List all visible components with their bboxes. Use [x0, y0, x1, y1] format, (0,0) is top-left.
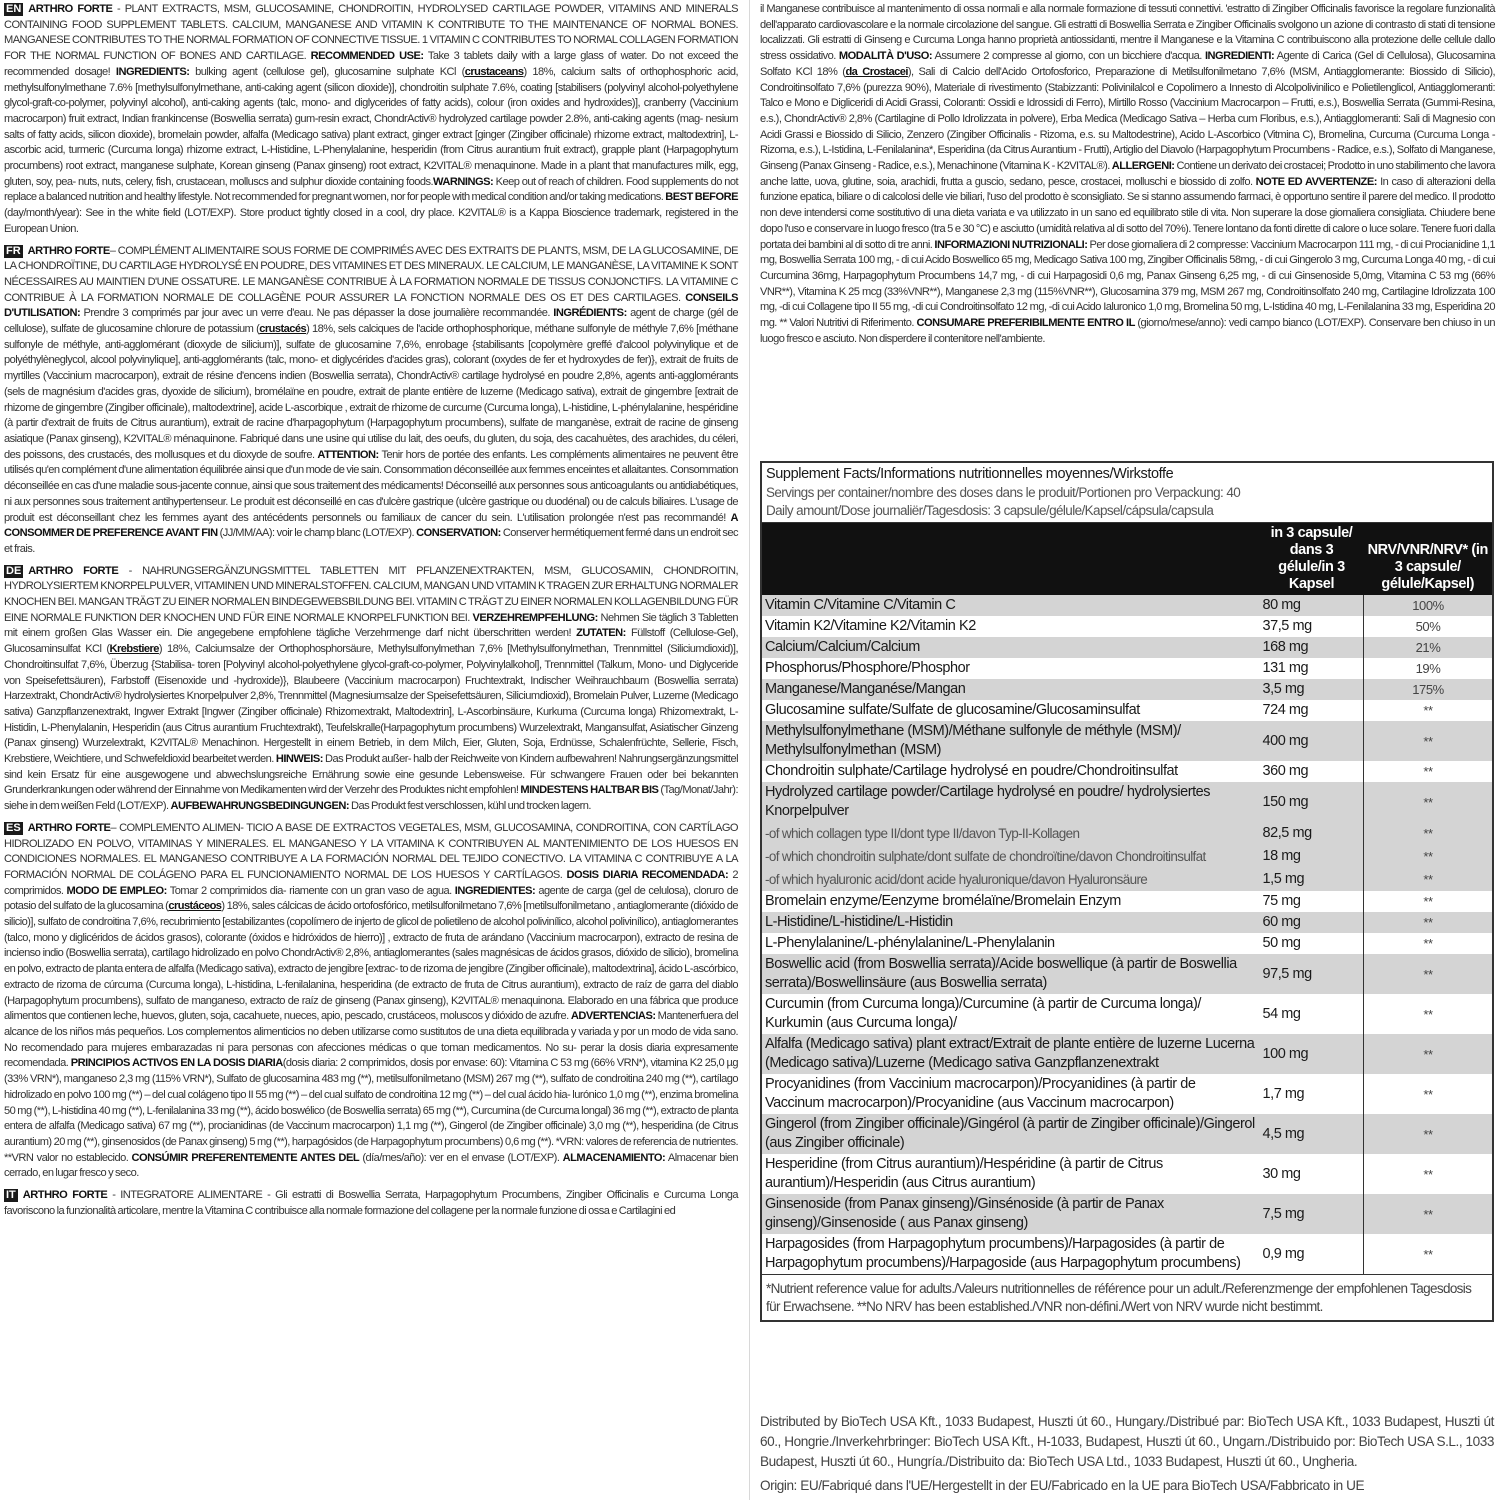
nrv-cell: ** — [1364, 954, 1493, 994]
ingredient-name-cell: Curcumin (from Curcuma longa)/Curcumine (à partir de Curcuma longa)/ Kurkumin (aus Curcuma longa)/ — [765, 996, 1201, 1031]
best-before-text: (day/month/year): See in the white field (LOT/EXP). Store product tightly closed in a cool, dry place. K2VITAL® is a Kappa Bioscience trademark, registered in the European Union. — [4, 207, 738, 235]
supplement-facts-table — [762, 523, 1492, 1274]
ingredients-label: INGREDIENTES: — [454, 884, 536, 897]
product-description: – COMPLEMENTO ALIMEN- TICIO A BASE DE EXTRACTOS VEGETALES, MSM, GLUCOSAMINA, CONDROITINA, CON CARTÍLAGO HIDROLIZADO EN POLVO, VITAMINAS Y MINERALES. EL MANGANESO Y LA VITAMINA K CONTRIBUYEN AL MANTENIMIENTO DE LOS HUESOS EN CONDICIONES NORMALES. EL MANGANESO CONTRIBUYE A LA FORMACIÓN NORMAL DEL TEJIDO CONECTIVO. LA VITAMINA C CONTRIBUYE A LA FORMACIÓN NORMAL DE COLÁGENO PARA EL FUNCIONAMIENTO NORMAL DE LOS HUESOS Y CARTÍLAGOS. — [4, 821, 738, 881]
ingredient-name-cell: Procyanidines (from Vaccinium macrocarpon)/Procyanidines (à partir de Vaccinum macrocarpon)/Procyanidine (aus Vaccinum macrocarpon) — [765, 1076, 1196, 1111]
allergen-highlight: crustacés — [259, 323, 307, 336]
ingredient-name-cell: Bromelain enzyme/Eenzyme bromélaïne/Bromelain Enzym — [765, 893, 1121, 909]
table-row — [762, 1194, 1492, 1234]
table-row — [762, 845, 1492, 868]
table-row — [762, 700, 1492, 721]
use-label: MODALITÀ D'USO: — [838, 50, 933, 63]
table-row — [762, 994, 1492, 1034]
amount-cell: 0,9 mg — [1262, 1245, 1305, 1262]
nrv-cell: ** — [1364, 912, 1493, 933]
supplement-facts-header — [762, 463, 1492, 523]
table-row — [762, 822, 1492, 845]
ingredients-text: Füllstoff (Cellulose-Gel), Glucosaminsulfat KCl ( — [4, 627, 738, 656]
amount-cell: 60 mg — [1260, 912, 1364, 933]
best-before-label: A CONSOMMER DE PREFERENCE AVANT FIN — [4, 511, 738, 540]
nrv-cell: ** — [1364, 868, 1493, 891]
amount-cell: 150 mg — [1260, 782, 1364, 822]
product-name: ARTHRO FORTE — [28, 3, 113, 15]
servings-per-container: Servings per container/nombre des doses dans le produit/Portionen pro Verpackung: 40 — [766, 485, 1241, 500]
product-description: - INTEGRATORE ALIMENTARE - Gli estratti di Boswellia Serrata, Harpagophytum Procumbens, Zingiber Officinalis e Curcuma Longa favoriscono la funzionalità articolare, mentre la Vitamina C contribuisce alla normale formazione del collagene per la normale funzione di ossa e Cartilagini ed — [4, 1189, 738, 1217]
actives-label: PRINCIPIOS ACTIVOS EN LA DOSIS DIARIA — [70, 1057, 283, 1070]
dose-label: DOSIS DIARIA RECOMENDADA: — [566, 868, 729, 881]
ingredient-name-cell: Glucosamine sulfate/Sulfate de glucosamine/Glucosaminsulfat — [765, 702, 1140, 718]
nrv-cell: ** — [1364, 891, 1493, 912]
use-text: Tomar 2 comprimidos dia- riamente con un gran vaso de agua. — [166, 884, 455, 897]
amount-cell: 30 mg — [1262, 1165, 1301, 1182]
table-row — [762, 658, 1492, 679]
nrv-cell: ** — [1364, 1074, 1493, 1114]
table-row — [762, 1034, 1492, 1074]
allergens-text: Contiene un derivato dei crostacei; Prodotto in uno stabilimento che lavora anche latte, uova, glutine, soia, arachidi, frutta a guscio, sedano, pesce, crostacei, molluschi e biossido di zolfo. — [760, 160, 1495, 188]
allergen-highlight: Krebstiere — [109, 643, 159, 656]
warnings-text: Keep out of reach of children. Food supplements do not replace a balanced nutrition and healthy lifestyle. Not recommended for pregnant women, nor for people with medical condition and/or taking medications. — [4, 175, 738, 204]
table-row — [762, 868, 1492, 891]
product-name: ARTHRO FORTE — [27, 244, 110, 257]
amount-cell: 82,5 mg — [1260, 822, 1364, 845]
nrv-cell: ** — [1364, 933, 1493, 954]
ingredient-name-cell: Ginsenoside (from Panax ginseng)/Ginsénoside (à partir de Panax ginseng)/Ginsenoside ( aus Panax ginseng) — [762, 1194, 1260, 1234]
product-description: – COMPLÉMENT ALIMENTAIRE SOUS FORME DE COMPRIMÉS AVEC DES EXTRAITS DE PLANTS, MSM, DE LA GLUCOSAMINE, DE LA CHONDROÏTINE, DU CARTILAGE HYDROLYSÉ EN POUDRE, DES VITAMINES ET DES MINERAUX. LE CALCIUM, LE MANGANÈSE, LA VITAMINE K SONT NÉCESSAIRES AU MAINTIEN D'UNE OSSATURE. LE MANGANÈSE CONTRIBUE À LA FORMATION NORMALE DE TISSUS CONJONCTIFS. LA VITAMINE C CONTRIBUE À LA FORMATION NORMALE DE COLLAGÈNE POUR ASSURER LA FONCTION NORMALE DES OS ET DES CARTILAGES. — [4, 244, 738, 304]
ingredient-name-cell: -of which collagen type II/dont type II/davon Typ-II-Kollagen — [762, 822, 1260, 845]
best-before-label: MINDESTENS HALTBAR BIS — [520, 784, 659, 797]
language-badge-it: IT — [6, 1189, 16, 1202]
nrv-cell: 100% — [1364, 595, 1493, 616]
column-divider — [749, 0, 750, 1500]
use-label: MODO DE EMPLEO: — [66, 884, 167, 897]
best-before-text: (giorno/mese/anno): vedi campo bianco (LOT/EXP). Conservare ben chiuso in un luogo fresco e asciuto. Non disperdere il contenitore nell'ambiente. — [760, 317, 1495, 345]
amount-cell: 1,7 mg — [1262, 1085, 1305, 1102]
ingredient-name-cell: Phosphorus/Phosphore/Phosphor — [765, 660, 970, 676]
table-header-row — [762, 523, 1492, 595]
product-description: il Manganese contribuisce al mantenimento di ossa normali e alla normale formazione di tessuti connettivi. 'estratto di Zingiber Officinalis favorisce la regolare funzionalità dell'apparato cardiovascolare e la normale circolazione del sangue. Gli estratti di Boswellia Serrata e Zingiber Officinalis svolgono un azione di contrasto di stati di tensione localizzati. Gli estratti di Ginseng e Curcuma Longa hanno proprietà antiossidanti, mentre il Manganese e la Vitamina C contribuiscono alla protezione delle cellule dallo stress ossidativo. — [760, 3, 1495, 63]
nrv-footnote: *Nutrient reference value for adults./Valeurs nutritionnelles de référence pour un adult./Referenzmenge der empfohlenen Tagesdosis für Erwachsene. **No NRV has been established./VNR non-défini./Wert von NRV wurde nicht bestimmt. — [762, 1274, 1492, 1320]
ingredients-label: INGREDIENTS: — [115, 65, 190, 78]
amount-cell: 80 mg — [1260, 595, 1364, 616]
storage-label: AUFBEWAHRUNGSBEDINGUNGEN: — [170, 800, 350, 813]
nrv-cell: ** — [1364, 845, 1493, 868]
spanish-section — [4, 821, 738, 1182]
ingredient-name-cell: -of which chondroitin sulphate/dont sulfate de chondroïtine/davon Chondroitinsulfat — [762, 845, 1260, 868]
supplement-facts-title: Supplement Facts/Informations nutritionnelles moyennes/Wirkstoffe — [766, 466, 1174, 482]
label-left-column — [4, 2, 738, 1225]
nutrition-text: Per dose giornaliera di 2 compresse: Vaccinium Macrocarpon 111 mg, - di cui Procianidine 1,1 mg, Boswellia Serrata 100 mg, - di cui Acido Boswellico 65 mg, Medicago Sativa 100 mg, Zingiber Officinalis 58mg, - di cui Gingerolo 3 mg, Curcuma Longa 40 mg, - di cui Curcumina 36mg, Harpagophytum Procumbens 14,7 mg, - di cui Harpagosidi 0,6 mg, Panax Ginseng 6,25 mg, - di cui Ginsenoside 5,0mg, Vitamina C 53 mg (66% VNR**), Vitamina K 25 mcg (33%VNR**), Manganese 2,3 mg (115%VNR**), Glucosamina 379 mg, MSM 267 mg, Condroitinsolfato 240 mg, Cartilagine Idrolizzata 100 mg, -di cui Collagene tipo II 55 mg, -di cui Condroitinsolfato 12 mg, -di cui Acido Ialuronico 1,0 mg, Bromelina 50 mg, L-Istidina 40 mg, L-Fenilalanina 33 mg, Esperidina 20 mg. ** Valori Nutritivi di Riferimento. — [760, 238, 1495, 330]
table-row — [762, 954, 1492, 994]
ingredient-name-cell: Chondroitin sulphate/Cartilage hydrolysé en poudre/Chondroitinsulfat — [765, 763, 1178, 779]
column-header-nrv: NRV/VNR/NRV* (in 3 capsule/ gélule/Kapsel) — [1364, 523, 1493, 595]
warnings-label: ADVERTENCIAS: — [570, 1010, 656, 1023]
product-description: - NAHRUNGSERGÄNZUNGSMITTEL TABLETTEN MIT PFLANZENEXTRAKTEN, MSM, GLUCOSAMIN, CHONDROITIN, HYDROLYSIERTEM KNORPELPULVER, VITAMINEN UND MINERALSTOFFEN. CALCIUM, MANGAN UND VITAMIN K TRAGEN ZUR ERHALTUNG NORMALER KNOCHEN BEI. MANGAN TRÄGT ZU EINER NORMALEN BINDEGEWEBSBILDUNG BEI. VITAMIN C TRÄGT ZU EINER NORMALEN KOLLAGENBILDUNG FÜR EINE NORMALE FUNKTION DER KNOCHEN UND FÜR EINE NORMALE KNORPELFUNKTION BEI. — [4, 564, 738, 624]
nrv-cell: ** — [1364, 700, 1493, 721]
ingredient-name-cell: L-Phenylalanine/L-phénylalanine/L-Phenylalanin — [765, 935, 1055, 951]
product-description: - PLANT EXTRACTS, MSM, GLUCOSAMINE, CHONDROITIN, HYDROLYSED CARTILAGE POWDER, VITAMINS AND MINERALS CONTAINING FOOD SUPPLEMENT TABLETS. CALCIUM, MANGANESE AND VITAMIN K CONTRIBUTE TO THE MAINTENANCE OF NORMAL BONES. MANGANESE CONTRIBUTES TO THE NORMAL FORMATION OF CONNECTIVE TISSUE. 1 VITAMIN C CONTRIBUTES TO NORMAL COLLAGEN FORMATION FOR THE NORMAL FUNCTION OF BONES AND CARTILAGE. — [4, 3, 738, 63]
ingredients-text: ) 18%, calcium salts of orthophosphoric acid, methylsulfonylmethane 7.6% [methylsulfonylmethane, anti-caking agent (silicon dioxide)], chondroitin sulphate 7.6%, coating [stabilisers (polyvinyl alcohol-polyethylene glycol-graft-co-polymer, polyvinyl alcohol), anti-caking agents (talc, mono- and diglycerides of fatty acids), colour (iron oxides and hydroxides)], cranberry (Vaccinium macrocarpon) fruit extract, Indian frankincense (Boswellia serrata) gum-resin exract, ChondrActiv® hydrolyzed cartilage powder 2.8%, anti-caking agents (mag- nesium salts of fatty acids, silicon dioxide), bromelain powder, alfalfa (Medicago sativa) plant extract, ginger extract [ginger (Zingiber officinale) rhizome extract, maltodextrin], L-ascorbic acid, turmeric (Curcuma longa) rhizome extract, L-Histidine, L-Phenylalanine, hesperidin (from Citrus aurantium fruit extract), grapple plant (Harpagophytum procumbens) root extract, manganese sulphate, Korean ginseng (Panax ginseng) root extract, K2VITAL® menaquinone. Made in a plant that manufactures milk, egg, gluten, soy, pea- nuts, nuts, celery, fish, crustacean, molluscs and sulphur dioxide containing foods. — [4, 65, 738, 188]
nrv-cell: ** — [1364, 761, 1493, 782]
warnings-text: Das Produkt außer- halb der Reichweite von Kindern aufbewahren! Nahrungsergänzungsmittel sind kein Ersatz für eine ausgewogene und abwechslungsreiche Ernährung sowie eine gesunde Lebensweise. Für schwangere Frauen oder bei bekannten Grunderkrankungen oder während der Einnahme von Medikamenten wird der Verzehr des Produktes nicht empfohlen! — [4, 753, 738, 797]
storage-label: CONSERVATION: — [416, 527, 501, 540]
nrv-cell: ** — [1364, 1234, 1493, 1274]
table-row — [762, 595, 1492, 616]
table-row — [762, 761, 1492, 782]
amount-cell: 360 mg — [1262, 763, 1309, 779]
use-text: Take 3 tablets daily with a large glass of water. Do not exceed the recommended dosage! — [4, 50, 738, 78]
nrv-cell: ** — [1364, 721, 1493, 761]
table-row — [762, 1074, 1492, 1114]
table-row — [762, 1114, 1492, 1154]
amount-cell: 3,5 mg — [1260, 679, 1364, 700]
amount-cell: 75 mg — [1262, 893, 1301, 909]
french-section — [4, 244, 738, 558]
supplement-facts-rows — [762, 595, 1492, 1274]
table-row — [762, 1154, 1492, 1194]
ingredient-name-cell: Harpagosides (from Harpagophytum procumbens)/Harpagosides (à partir de Harpagophytum procumbens)/Harpagoside (aus Harpagophytum procumbens) — [765, 1236, 1241, 1271]
table-row — [762, 679, 1492, 700]
label-right-column — [760, 2, 1495, 353]
best-before-text: (JJ/MM/AA): voir le champ blanc (LOT/EXP). — [217, 527, 417, 540]
table-row — [762, 912, 1492, 933]
best-before-text: (Tag/Monat/Jahr): siehe in dem weißen Feld (LOT/EXP). — [4, 784, 738, 813]
supplement-facts-panel — [760, 461, 1494, 1322]
ingredients-label: ZUTATEN: — [576, 627, 626, 640]
table-row — [762, 1234, 1492, 1274]
ingredient-name-cell: Calcium/Calcium/Calcium — [762, 637, 1260, 658]
warnings-label: NOTE ED AVVERTENZE: — [1255, 175, 1377, 188]
product-name: ARTHRO FORTE — [27, 821, 111, 834]
ingredients-text: bulking agent (cellulose gel), glucosamine sulphate KCl ( — [189, 65, 465, 78]
ingredient-name-cell: Hydrolyzed cartilage powder/Cartilage hydrolysé en poudre/ hydrolysiertes Knorpelpulver — [762, 782, 1260, 822]
table-row — [762, 637, 1492, 658]
allergen-highlight: crustáceos — [168, 900, 222, 913]
table-row — [762, 721, 1492, 761]
amount-cell: 168 mg — [1260, 637, 1364, 658]
best-before-label: BEST BEFORE — [665, 191, 738, 204]
amount-cell: 18 mg — [1260, 845, 1364, 868]
german-section — [4, 564, 738, 815]
use-label: CONSEILS D'UTILISATION: — [4, 291, 738, 320]
amount-cell: 1,5 mg — [1260, 868, 1364, 891]
column-header-ingredient — [762, 523, 1260, 595]
nrv-cell: ** — [1364, 994, 1493, 1034]
warnings-text: Mantenerfuera del alcance de los niños más pequeños. Los complementos alimenticios no deben utilizarse como sustitutos de una dieta equilibrada y variada y por un modo de vida sano. No recomendado para mujeres embarazadas ni para personas con afecciones médicas o que toman medicamentos. No su- perar la dosis diaria expresamente recomendada. — [4, 1010, 738, 1070]
ingredients-label: INGREDIENTI: — [1204, 50, 1275, 63]
daily-amount: Daily amount/Dose journaliër/Tagesdosis: 3 capsule/gélule/Kapsel/cápsula/capsula — [766, 503, 1214, 518]
nrv-cell: 21% — [1364, 637, 1493, 658]
language-badge-fr: FR — [6, 244, 21, 257]
nrv-cell: ** — [1364, 1034, 1493, 1074]
amount-cell: 50 mg — [1262, 935, 1301, 951]
column-header-amount: in 3 capsule/ dans 3 gélule/in 3 Kapsel — [1260, 523, 1364, 595]
product-name: ARTHRO FORTE — [28, 564, 119, 577]
amount-cell: 7,5 mg — [1260, 1194, 1364, 1234]
nrv-cell: ** — [1364, 1194, 1493, 1234]
dose-text: 2 comprimidos. — [4, 868, 739, 897]
storage-text: Conserver hermétiquement fermé dans un endroit sec et frais. — [4, 527, 738, 555]
use-text: Nehmen Sie täglich 3 Tabletten mit einem großen Glas Wasser ein. Die angegebene empfohlene tägliche Verzehrmenge darf nicht überschritten werden! — [4, 611, 738, 640]
language-badge-de: DE — [6, 564, 22, 577]
warnings-label: WARNINGS: — [433, 175, 494, 188]
amount-cell: 37,5 mg — [1262, 618, 1312, 634]
nrv-cell: 50% — [1364, 616, 1493, 637]
best-before-text: (día/mes/año): ver en el envase (LOT/EXP). — [359, 1151, 563, 1164]
italian-section-start — [4, 1188, 738, 1219]
amount-cell: 97,5 mg — [1260, 954, 1364, 994]
nrv-cell: 19% — [1364, 658, 1493, 679]
nrv-cell: ** — [1364, 1154, 1493, 1194]
use-text: Assumere 2 compresse al giorno, con un bicchiere d'acqua. — [932, 50, 1205, 63]
nutrition-label: INFORMAZIONI NUTRIZIONALI: — [934, 238, 1088, 251]
amount-cell: 724 mg — [1262, 702, 1309, 718]
nrv-cell: ** — [1364, 822, 1493, 845]
nrv-cell: 175% — [1364, 679, 1493, 700]
language-badge-en: EN — [6, 3, 22, 15]
amount-cell: 131 mg — [1262, 660, 1309, 676]
warnings-label: ATTENTION: — [317, 448, 379, 461]
ingredients-text: ) 18%, sels calciques de l'acide orthophosphorique, méthane sulfonyle de méthyle 7,6% [méthane sulfonyle de méthyle, anti-agglomérant (dioxyde de silicium)], sulfate de glucosamine 7,6%, enrobage {stabilisants [copolymère greffé d'alcool polyvinylique et de polyéthylèneglycol, alcool polyvinylique], anti-agglomérants (talc, mono- et diglycérides d'acides gras), colorant (oxydes de fer et hydroxydes de fer)}, extrait de fruits de myrtilles (Vaccinium macrocarpon), extrait de résine d'encens indien (Boswellia serrata), ChondrActiv® cartilage hydrolysé en poudre 2,8%, agents anti-agglomérants (sels de magnésium d'acides gras, dyoxide de silicium), bromélaïne en poudre, extrait de plante entière de luzerne (Medicago sativa), extrait de gingembre [extrait de rhizome de gingembre (Zingiber officinale), maltodextrine], acide L-ascorbique , extrait de rhizome de curcume (Curcuma longa), L-histidine, L-phénylalanine, hespéridine (à partir d'extrait de fruits de Citrus aurantium), extrait de racine d'harpagophytum (Harpagophytum procumbens), sulfate de manganèse, extrait de racine de ginseng asiatique (Panax ginseng), K2VITAL® ménaquinone. Fabriqué dans une usine qui utilise du lait, des oeufs, du gluten, du soja, des cacahuètes, des arachides, du céleri, des poissons, des crustacés, des mollusques et du dioxyde de soufre. — [4, 323, 738, 461]
ingredients-text: ), Sali di Calcio dell'Acido Ortofosforico, Preparazione di Metilsulfonilmetano 7,6% (MSM, Antiagglomerante: Biossido di Silicio), Condroitinsolfato 7,6% (purezza 90%), Materiale di rivestimento (Stabizzanti: Polivinilalcol e Copolimero a Innesto di Alcolpolivinilico e Polietilenglicol, Antiagglomeranti: Talco e Mono e Digliceridi di Acidi Grassi, Coloranti: Ossidi e Idrossidi di Ferro), Mirtillo Rosso (Vaccinium Macrocarpon – Frutti, e.s.), Boswellia Serrata (Gummi-Resina, e.s.), ChondrActiv® 2,8% (Cartilagine di Pollo Idrolizzata in polvere), Erba Medica (Medicago Sativa – Herba cum Floribus, e.s.), Antiagglomeranti: Sali di Magnesio con Acidi Grassi e Biossido di Silicio, Zenzero (Zingiber Officinalis - Rizoma, e.s. su Maltodestrine), Acido L-Ascorbico (Vitmina C), Bromelina, Curcuma (Curcuma Longa - Rizoma, e.s.), L-Istidina, L-Fenilalanina*, Esperidina (da Citrus Aurantium - Frutti), Artiglio del Diavolo (Harpagophytum Procumbens - Radice, e.s.), Solfato di Manganese, Ginseng (Panax Ginseng - Radice, e.s.), Menachinone (Vitamina K - K2VITAL®). — [760, 65, 1495, 173]
distributor-info: Distributed by BioTech USA Kft., 1033 Budapest, Huszti út 60., Hungary./Distribué par: BioTech USA Kft., 1033 Budapest, Huszti út 60., Hongrie./Inverkehrbringer: BioTech USA Kft., H-1033, Budapest, Huszti út 60., Ungarn./Distribuido por: BioTech USA S.L., 1033 Budapest, Huszti út 60., Hungría./Distribuito da: BioTech USA Ltd., 1033 Budapest, Huszti út 60., Ungheria. — [760, 1414, 1494, 1469]
ingredient-name-cell: Alfalfa (Medicago sativa) plant extract/Extrait de plante entière de luzerne Lucerna (Medicago sativa)/Luzerne (Medicago sativa Ganzpflanzenextrakt — [762, 1034, 1260, 1074]
amount-cell: 54 mg — [1262, 1005, 1301, 1022]
warnings-text: In caso di alterazioni della funzione epatica, biliare o di calcolosi delle vie biliari, l'uso del prodotto è sconsigliato. Se si stanno assumendo farmaci, è opportuno sentire il parere del medico. Il prodotto non deve intendersi come sostitutivo di una dieta variata e va utilizzato in un sano ed equilibrato stile di vita. Non superare la dose giornaliera consigliata. Chiudere bene dopo l'uso e conservare in luogo fresco (tra 5 e 30 °C) e asciutto (umidità relativa al di sotto del 70%). Tenere lontano da fonti dirette di calore o luce solare. Tenere fuori dalla portata dei bambini al di sotto di tre anni. — [760, 175, 1495, 251]
ingredient-name-cell: Boswellic acid (from Boswellia serrata)/Acide boswellique (à partir de Boswellia serrata)/Boswellinsäure (aus Boswellia serrata) — [762, 954, 1260, 994]
best-before-label: CONSUMARE PREFERIBILMENTE ENTRO IL — [916, 317, 1135, 330]
ingredients-text: ) 18%, Calciumsalze der Orthophosphorsäure, Methylsulfonylmethan 7,6% [Methylsulfonylmethan, Trennmittel (Siliciumdioxid)], Chondroitinsulfat 7,6%, Überzug {Stabilisa- toren [Polyvinyl alcohol-polyethylene glycol-graft-co-polymer, Polyvinylalkohol], Trennmittel (Talkum, Mono- und Diglyceride von Speisefettsäuren), Farbstoff (Eisenoxide und -hydroxide)}, Blaubeere (Vaccinium macrocarpon) Fruchtextrakt, Indischer Weihrauchbaum (Boswellia serrata) Harzextrakt, ChondrActiv® hydrolysiertes Knorpelpulver 2,8%, Trennmittel (Magnesiumsalze der Speisefettsäuren, Siliciumdioxid), Bromelain Pulver, Luzerne (Medicago sativa) Ganzpflanzenextrakt, Ingwer Extrakt [Ingwer (Zingiber officinale) Rhizomextrakt, Maltodextrin], L-Ascorbinsäure, Kurkuma (Curcuma longa) Rhizomextrakt, L-Histidin, L-Phenylalanin, Hesperidin (aus Citrus aurantium Fruchtextrakt), Teufelskralle(Harpagophytum procumbens) Wurzelextrakt, Mangansulfat, Asiatischer Ginzeng (Panax ginseng) Wurzelextrakt, K2VITAL® Menachinon. Hergestellt in einem Betrieb, in dem Milch, Eier, Gluten, Soja, Erdnüsse, Schalenfrüchte, Sellerie, Fisch, Krebstiere, Weichtiere, und Schwefeldioxid bearbeitet werden. — [4, 643, 739, 766]
ingredients-text: Agente di Carica (Gel di Cellulosa), Glucosamina Solfato KCl 18% ( — [760, 50, 1495, 78]
table-row — [762, 616, 1492, 637]
ingredients-text: ) 18%, sales cálcicas de ácido ortofosfórico, metilsulfonilmetano 7,6% [metilsulfonilmetano , antiaglomerante (dióxido de silicio)], sulfato de condroitina 7,6%, recubrimiento [estabilizantes (copolímero de injerto de glicol de polietileno de alcohol polivinílico, alcohol polivinílico), antiaglomerantes (talco, mono y diglicéridos de ácidos grasos), colorante (óxidos e hidróxidos de hierro)] , extracto de fruta de arándano (Vaccinium macrocarpon), extracto de resina de incienso indio (Boswellia serrata), cartílago hidrolizado en polvo ChondrActiv® 2,8%, antiaglomerantes (sales magnésicas de ácidos grasos, dióxido de silicio), bromelina en polvo, extracto de planta entera de alfalfa (Medicago sativa), extracto de jengibre [extrac- to de rizoma de jengibre (Zingiber officinale), maltodextrina], ácido L-ascórbico, extracto de rizoma de cúrcuma (Curcuma longa), L-histidina, L-fenilalanina, hesperidina (de extracto de fruta de Citrus aurantium), extracto de raíz de garra del diablo (Harpagophytum procumbens), sulfato de manganeso, extracto de raíz de ginseng (Panax ginseng), K2VITAL® menaquinona. Elaborado en una fábrica que produce alimentos que contienen leche, huevos, gluten, soja, cacahuete, nueces, apio, pescado, crustáceos, moluscos y dióxido de azufre. — [4, 900, 738, 1023]
best-before-label: CONSÚMIR PREFERENTEMENTE ANTES DEL — [131, 1151, 360, 1164]
nrv-cell: ** — [1364, 1114, 1493, 1154]
table-row — [762, 933, 1492, 954]
language-badge-es: ES — [6, 821, 21, 834]
storage-label: ALMACENAMIENTO: — [562, 1151, 666, 1164]
allergen-highlight: da Crostacei — [845, 65, 908, 78]
product-name: ARTHRO FORTE — [22, 1189, 108, 1202]
amount-cell: 4,5 mg — [1260, 1114, 1364, 1154]
ingredients-label: INGRÉDIENTS: — [553, 307, 627, 320]
ingredient-name-cell: Hesperidine (from Citrus aurantium)/Hespéridine (à partir de Citrus aurantium)/Hesperidin (aus Citrus aurantium) — [765, 1156, 1163, 1191]
allergen-highlight: crustaceans — [464, 65, 524, 78]
warnings-label: HINWEIS: — [275, 753, 323, 766]
ingredient-name-cell: Methylsulfonylmethane (MSM)/Méthane sulfonyle de méthyle (MSM)/ Methylsulfonylmethan (MSM) — [762, 721, 1260, 761]
ingredient-name-cell: Vitamin C/Vitamine C/Vitamin C — [762, 595, 1260, 616]
storage-text: Almacenar bien cerrado, en lugar fresco y seco. — [4, 1151, 738, 1180]
ingredient-name-cell: Gingerol (from Zingiber officinale)/Gingérol (à partir de Zingiber officinale)/Gingerol (aus Zingiber officinale) — [762, 1114, 1260, 1154]
ingredient-name-cell: Vitamin K2/Vitamine K2/Vitamin K2 — [765, 618, 976, 634]
allergens-label: ALLERGENI: — [1111, 160, 1175, 173]
ingredient-name-cell: -of which hyaluronic acid/dont acide hyaluronique/davon Hyaluronsäure — [762, 868, 1260, 891]
amount-cell: 100 mg — [1260, 1034, 1364, 1074]
ingredients-text: agent de charge (gél de cellulose), sulfate de glucosamine chlorure de potassium ( — [4, 307, 738, 336]
origin-info: Origin: EU/Fabriqué dans l'UE/Hergestellt in der EU/Fabricado en la UE para BioTech USA/Fabbricato in UE — [760, 1478, 1365, 1493]
ingredient-name-cell: Manganese/Manganése/Mangan — [762, 679, 1260, 700]
storage-text: Das Produkt fest verschlossen, kühl und trocken lagern. — [349, 800, 591, 813]
english-section — [4, 2, 738, 238]
ingredients-text: agente de carga (gel de celulosa), cloruro de potasio del sulfato de la glucosamina ( — [4, 884, 738, 913]
nrv-cell: ** — [1364, 782, 1493, 822]
actives-text: (dosis diaria: 2 comprimidos, dosis por envase: 60): Vitamina C 53 mg (66% VRN*), vitamina K2 25,0 µg (33% VRN*), manganeso 2,3 mg (115% VRN*), Sulfato de glucosamina 483 mg (**), metilsulfonilmetano (MSM) 267 mg (**), sulfato de condroitina 240 mg (**), cartílago hidrolizado en polvo 100 mg (**) – del cual colágeno tipo II 55 mg (**) – del cual sulfato de condroitina 12 mg (**) – del cual ácido hia- lurónico 1,0 mg (**), enzima bromelina 50 mg (**), L-histidina 40 mg (**), L-fenilalanina 33 mg (**), ácido boswélico (de Boswellia serrata) 65 mg (**), Curcumina (de Curcuma longal) 36 mg (**), extracto de planta entera de alfalfa (Medicago sativa) 67 mg (**), procianidinas (de Vaccinum macrocarpon) 1,1 mg (**), Gingerol (de Zingiber officinale) 3,0 mg (**), hesperidina (de Citrus aurantium) 20 mg (**), ginsenosidos (de Panax ginseng) 5 mg (**), harpagósidos (de Harpagophytum procumbens) 0,6 mg (**). *VRN: valores de referencia de nutrientes. **VRN valor no establecido. — [4, 1057, 738, 1164]
use-text: Prendre 3 comprimés par jour avec un verre d'eau. Ne pas dépasser la dose journalière recommandée. — [80, 307, 554, 320]
italian-section-continued — [760, 2, 1495, 347]
warnings-text: Tenir hors de portée des enfants. Les compléments alimentaires ne peuvent être utilisés qu'en complément d'une alimentation équilibrée ainsi que d'un mode de vie sain. Consommation déconseillée aux femmes enceintes et allaitantes. Consommation déconseillée en cas d'une maladie sous-jacente connue, ainsi que sous traitement des médicaments! Déconseillé aux personnes sous anticoagulants ou antidiabétiques, ni aux personnes sous traitement antihypertenseur. Le produit est déconseillé en cas d'ulcère gastrique (ulcère gastrique ou duodénal) ou de calculs biliaires. L'usage de produit est déconseillant chez les femmes ayant des antécédents personnels ou familiaux de cancer du sein. L'utilisation prolongée n'est pas recommandé! — [4, 448, 738, 524]
table-row — [762, 782, 1492, 822]
amount-cell: 400 mg — [1260, 721, 1364, 761]
table-row — [762, 891, 1492, 912]
ingredient-name-cell: L-Histidine/L-histidine/L-Histidin — [762, 912, 1260, 933]
use-label: RECOMMENDED USE: — [310, 50, 424, 63]
use-label: VERZEHREMPFEHLUNG: — [472, 611, 598, 624]
